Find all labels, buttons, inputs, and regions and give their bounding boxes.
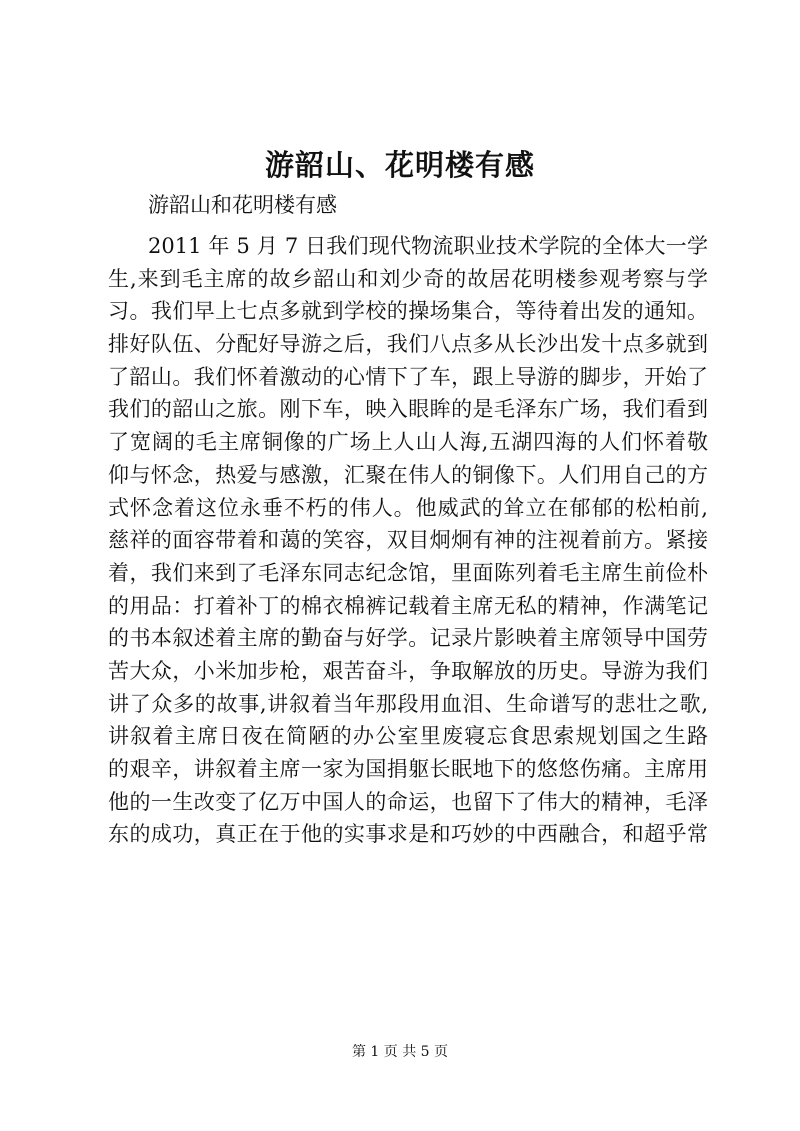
text-line: 仰与怀念，热爱与感激，汇聚在伟人的铜像下。人们用自己的方 (108, 462, 708, 487)
text-line: 了韶山。我们怀着激动的心情下了车，跟上导游的脚步，开始了 (108, 364, 708, 389)
text-line: 式怀念着这位永垂不朽的伟人。他威武的耸立在郁郁的松柏前, (108, 495, 708, 520)
text-line: 了宽阔的毛主席铜像的广场上人山人海,五湖四海的人们怀着敬 (108, 430, 708, 455)
text-line: 排好队伍、分配好导游之后，我们八点多从长沙出发十点多就到 (108, 332, 708, 357)
text-line: 慈祥的面容带着和蔼的笑容，双目炯炯有神的注视着前方。紧接 (108, 528, 708, 553)
text-line: 生,来到毛主席的故乡韶山和刘少奇的故居花明楼参观考察与学 (108, 266, 708, 291)
text-line: 的书本叙述着主席的勤奋与好学。记录片影映着主席领导中国劳 (108, 626, 708, 651)
text-line: 着，我们来到了毛泽东同志纪念馆，里面陈列着毛主席生前俭朴 (108, 560, 708, 585)
page-footer: 第 1 页 共 5 页 (351, 1044, 449, 1060)
text-line: 东的成功，真正在于他的实事求是和巧妙的中西融合，和超乎常 (108, 822, 708, 847)
document-title: 游韶山、花明楼有感 (264, 148, 535, 182)
text-line: 的用品：打着补丁的棉衣棉裤记载着主席无私的精神，作满笔记 (108, 593, 708, 618)
body-paragraph (108, 230, 708, 851)
text-line: 2011 年 5 月 7 日我们现代物流职业技术学院的全体大一学 (148, 234, 708, 258)
text-line: 讲叙着主席日夜在简陋的办公室里废寝忘食思索规划国之生路 (108, 724, 708, 749)
text-line: 习。我们早上七点多就到学校的操场集合，等待着出发的通知。 (108, 299, 708, 324)
text-line: 苦大众，小米加步枪，艰苦奋斗，争取解放的历史。导游为我们 (108, 658, 708, 683)
text-line: 的艰辛，讲叙着主席一家为国捐躯长眠地下的悠悠伤痛。主席用 (108, 757, 708, 781)
document-subtitle: 游韶山和花明楼有感 (148, 193, 337, 217)
text-line: 我们的韶山之旅。刚下车，映入眼眸的是毛泽东广场，我们看到 (108, 397, 708, 422)
text-line: 讲了众多的故事,讲叙着当年那段用血泪、生命谱写的悲壮之歌, (108, 691, 708, 716)
text-line: 他的一生改变了亿万中国人的命运，也留下了伟大的精神，毛泽 (108, 789, 708, 814)
